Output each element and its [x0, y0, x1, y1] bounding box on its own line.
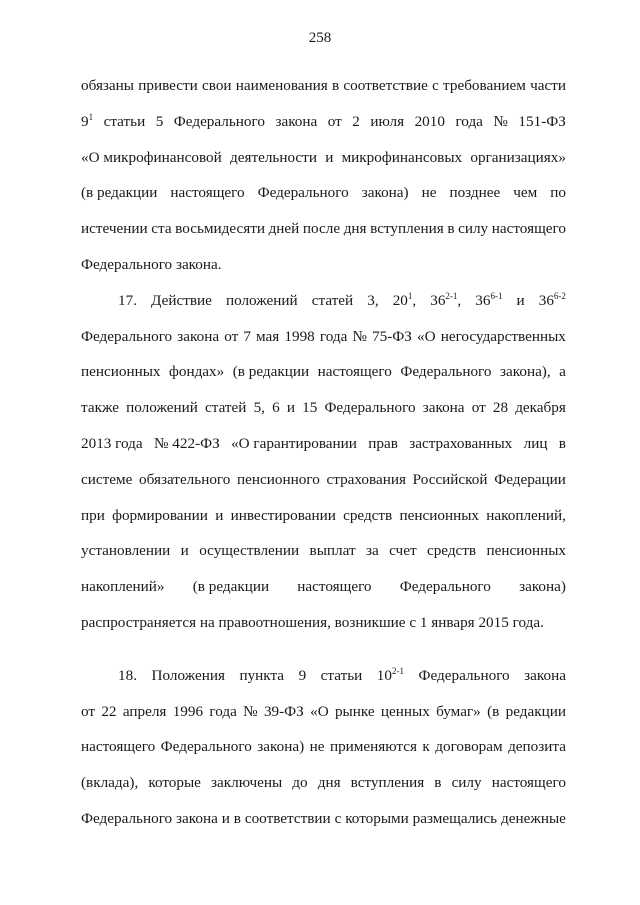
word: выплат [309, 542, 356, 560]
word: 5 [155, 112, 164, 130]
word: соответствие [343, 77, 428, 94]
word: не [309, 738, 325, 756]
word: силу [458, 220, 489, 238]
word: лиц [523, 434, 548, 452]
word: 2010 [414, 112, 445, 130]
superscript: 6-2 [553, 290, 566, 301]
superscript: 2-1 [391, 665, 404, 676]
word: прав [368, 434, 398, 452]
word: (в [487, 702, 500, 720]
word: № [352, 327, 367, 345]
word: ценных [380, 702, 430, 720]
superscript: 2-1 [445, 290, 458, 301]
word: формировании [112, 506, 208, 524]
word: дня [317, 774, 341, 792]
word: закона [275, 112, 318, 130]
text-line [81, 498, 566, 534]
word: Российской [412, 470, 488, 488]
word: 18. [118, 666, 137, 684]
word: наименования [235, 77, 328, 94]
word: накоплений, [486, 506, 566, 524]
word: 6 [272, 399, 280, 417]
word: закона), [500, 363, 551, 381]
word: Федерального [399, 578, 491, 596]
superscript: 6-1 [490, 290, 503, 301]
word: 7 [243, 327, 251, 345]
word: пенсионного [237, 470, 320, 488]
word: обязательного [139, 470, 231, 488]
text-line [81, 175, 566, 211]
word: 10$^{2-1}$ [376, 665, 404, 684]
word: застрахованных [409, 434, 513, 452]
word: № [243, 702, 258, 720]
word: 36$^{6-2}$ [538, 290, 566, 309]
word: редакции [505, 702, 566, 720]
word: (в редакции [192, 578, 270, 596]
word: дней [268, 220, 300, 238]
word: пункта [239, 666, 285, 684]
word: свои [202, 77, 232, 94]
text-line [81, 641, 566, 658]
word: вступления [350, 774, 425, 792]
word: 2013 года [81, 434, 143, 452]
word: от [81, 702, 96, 720]
word: Федерации [494, 470, 566, 488]
word: страхования [326, 470, 406, 488]
word: статей [205, 399, 247, 417]
word: микрофинансовых [341, 148, 463, 166]
word: системе [81, 470, 133, 488]
text-line [81, 462, 566, 498]
word: 75-ФЗ [372, 327, 412, 345]
word: негосударственных [440, 327, 566, 345]
word: от [327, 112, 342, 130]
word: настоящего [170, 184, 245, 202]
word: 15 [302, 399, 318, 417]
word: Федерального [257, 184, 349, 202]
word: Федерального [400, 363, 492, 381]
word: 5, [253, 399, 265, 417]
text-line [81, 658, 566, 694]
word: Федерального [324, 399, 416, 417]
word: закона [177, 327, 220, 345]
text-line [81, 283, 566, 319]
text-line [81, 354, 566, 390]
word: настоящего [297, 578, 372, 596]
word: «О микрофинансовой [81, 148, 222, 166]
word: которыми [345, 809, 409, 827]
word: организациях» [470, 148, 566, 166]
word: положений [126, 399, 198, 417]
word: Положения [151, 666, 225, 684]
word: закона [422, 399, 465, 417]
word: счет [389, 542, 417, 560]
text-line [81, 140, 566, 176]
word: рынке [334, 702, 375, 720]
word: Федерального [160, 738, 252, 756]
word: пенсионных [399, 506, 479, 524]
word: по [550, 184, 566, 202]
word: 36$^{2-1}$, [430, 290, 462, 309]
word: договорам [435, 738, 503, 756]
word: статьи [320, 666, 363, 684]
word: 2 [352, 112, 360, 130]
word: пенсионных [486, 542, 566, 560]
word: 1996 [172, 702, 204, 720]
word: фондах» [169, 363, 225, 381]
word: закона [524, 666, 566, 684]
word: № [493, 112, 508, 130]
word: закона) [257, 738, 305, 756]
word: части [530, 77, 566, 94]
word: пенсионных [81, 363, 161, 381]
word: в [434, 774, 442, 792]
word: бумаг» [436, 702, 481, 720]
word: не [421, 184, 437, 202]
superscript: 1 [88, 111, 94, 122]
text-line [81, 68, 566, 104]
word: года [319, 327, 348, 345]
word: и [180, 542, 189, 560]
superscript: 1 [407, 290, 413, 301]
word: Федерального [173, 112, 265, 130]
word: в [332, 77, 340, 94]
word: (в редакции [232, 363, 310, 381]
word: которые [148, 774, 201, 792]
word: к [422, 738, 430, 756]
word: заключены [211, 774, 283, 792]
word: обязаны [81, 77, 135, 94]
word: настоящего [81, 738, 156, 756]
document-body [81, 68, 566, 837]
word: 151-ФЗ [518, 112, 566, 130]
word: и [325, 148, 334, 166]
word: настоящего [491, 774, 566, 792]
word: силу [451, 774, 482, 792]
word: Федерального [81, 809, 173, 827]
word: за [366, 542, 379, 560]
page-number: 258 [308, 30, 332, 46]
word: (в редакции [81, 184, 158, 202]
word: деятельности [230, 148, 317, 166]
word: в [447, 220, 455, 238]
word: и [215, 506, 224, 524]
word: распространяется на правоотношения, возникшие с 1 января 2015 года. [81, 613, 544, 631]
word: инвестировании [230, 506, 336, 524]
word: привести [138, 77, 198, 94]
word: положений [225, 291, 298, 309]
word: чем [513, 184, 538, 202]
text-line [81, 605, 566, 641]
word: дня [343, 220, 367, 238]
word: с [432, 77, 439, 94]
word: «О [310, 702, 329, 720]
text-line [81, 426, 566, 462]
word: Действие [151, 291, 212, 309]
text-line [81, 694, 566, 730]
word: от [471, 399, 486, 417]
word: мая [256, 327, 280, 345]
word: 22 [101, 702, 117, 720]
word: $20^1$, [392, 290, 417, 309]
word: 17. [118, 291, 137, 309]
text-line [81, 390, 566, 426]
word: года [209, 702, 237, 720]
word: установлении [81, 542, 171, 560]
word: средств [426, 542, 477, 560]
text-line [81, 765, 566, 801]
word: 39-ФЗ [263, 702, 304, 720]
word: средств [343, 506, 393, 524]
word: $9^1$ [81, 111, 94, 130]
word: июля [370, 112, 405, 130]
word: депозита [508, 738, 566, 756]
word: апреля [122, 702, 167, 720]
word: после [302, 220, 341, 238]
word: 9 [298, 666, 307, 684]
word: настоящего [317, 363, 392, 381]
word: в [558, 434, 566, 452]
text-line [81, 211, 566, 247]
word: статей [311, 291, 354, 309]
word: «О [417, 327, 436, 345]
word: закона) [519, 578, 566, 596]
word: при [81, 506, 105, 524]
word: Федерального закона. [81, 255, 222, 273]
word: в [233, 809, 241, 827]
word: размещались [412, 809, 498, 827]
word: накоплений» [81, 578, 165, 596]
word: «О гарантировании [231, 434, 357, 452]
word: настоящего [491, 220, 566, 238]
word: позднее [449, 184, 501, 202]
word: и [221, 809, 230, 827]
word: и [286, 399, 295, 417]
word: статьи [103, 112, 146, 130]
word: закона) [361, 184, 409, 202]
text-line [81, 729, 566, 765]
word: денежные [500, 809, 566, 827]
word: также [81, 399, 119, 417]
word: 36$^{6-1}$ [475, 290, 503, 309]
word: применяются [329, 738, 417, 756]
word: истечении [81, 220, 148, 238]
text-line [81, 319, 566, 355]
word: 28 [492, 399, 509, 417]
word: а [559, 363, 566, 381]
word: закона [176, 809, 218, 827]
word: Федерального [81, 327, 173, 345]
word: № 422-ФЗ [154, 434, 220, 452]
word: осуществлении [199, 542, 300, 560]
word: от [224, 327, 239, 345]
word: восьмидесяти [175, 220, 265, 238]
word: с [334, 809, 342, 827]
word: декабря [515, 399, 566, 417]
word: требованием [443, 77, 526, 94]
word: (вклада), [81, 774, 139, 792]
text-line [81, 104, 566, 140]
word: до [292, 774, 308, 792]
word: 1998 [284, 327, 315, 345]
word: вступления [370, 220, 444, 238]
text-line [81, 569, 566, 605]
text-line [81, 247, 566, 283]
word: 3, [367, 291, 379, 309]
word: и [516, 291, 525, 309]
word: Федерального [418, 666, 510, 684]
text-line [81, 801, 566, 837]
word: ста [151, 220, 172, 238]
word: соответствии [244, 809, 331, 827]
word: года [455, 112, 483, 130]
text-line [81, 533, 566, 569]
